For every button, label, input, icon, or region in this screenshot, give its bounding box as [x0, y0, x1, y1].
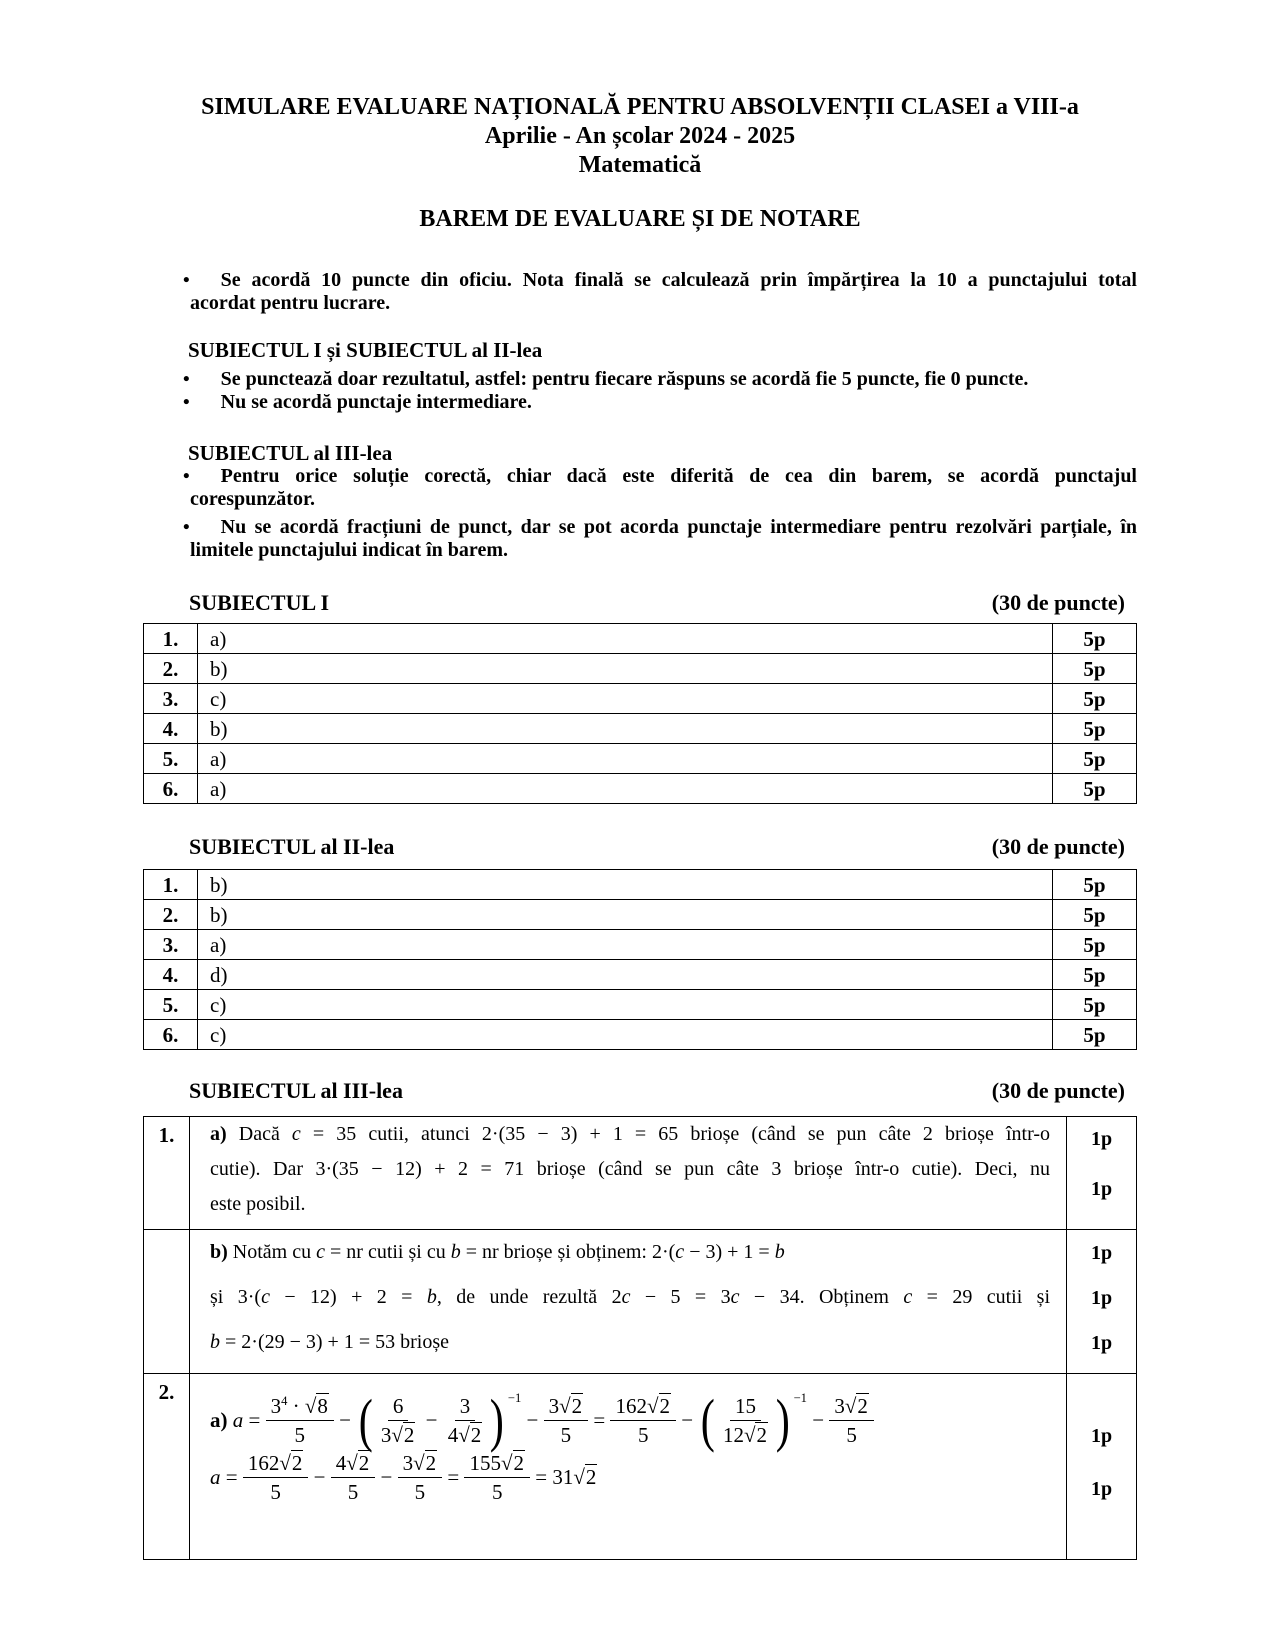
points-value: 1p	[1090, 1287, 1113, 1309]
subiect1-heading-row	[143, 589, 1137, 616]
bullet-icon: •	[183, 517, 190, 538]
section-heading-s3: SUBIECTUL al III-lea	[188, 441, 393, 465]
answer-cell: d)	[198, 960, 1053, 990]
subiect2-points: (30 de puncte)	[991, 834, 1125, 859]
solution-row-1b	[144, 1230, 1137, 1374]
points-value: 1p	[1090, 1178, 1113, 1200]
subiect2-title: SUBIECTUL al II-lea	[189, 834, 395, 859]
solution-row-2	[144, 1374, 1137, 1560]
points-value: 1p	[1090, 1425, 1113, 1447]
rule-text: Se punctează doar rezultatul, astfel: pentru fiecare răspuns se acordă fie 5 puncte, fie 0 puncte.	[220, 368, 1029, 390]
question-number-cell: 2.	[144, 1374, 190, 1560]
barem-title: BAREM DE EVALUARE ȘI DE NOTARE	[419, 206, 861, 232]
question-number-cell: 3.	[144, 684, 198, 714]
rule-bullet-fractiuni	[183, 516, 1137, 562]
points-cell: 5p	[1053, 624, 1137, 654]
question-number-cell: 6.	[144, 1020, 198, 1050]
answer-cell: c)	[198, 684, 1053, 714]
subiect2-heading-row	[143, 833, 1137, 860]
question-number-cell: 4.	[144, 714, 198, 744]
document-header	[143, 93, 1137, 233]
rule-line	[183, 269, 1137, 292]
table-row	[144, 990, 1137, 1020]
question-number-cell: 1.	[144, 1117, 190, 1230]
formula-line: a = $\frac{162√2}{5}$ − $\frac{4√2}{5}$ − $\frac{3√2}{5}$ = $\frac{155√2}{5}$ = 31 √2	[210, 1451, 597, 1505]
solution-line: b) Notăm cu c = nr cutii și cu b = nr brioșe și obținem: 2·(c − 3) + 1 = b	[210, 1241, 785, 1263]
section-heading-s1-s2: SUBIECTUL I și SUBIECTUL al II-lea	[188, 338, 543, 362]
question-number-cell	[144, 1230, 190, 1374]
question-number-cell: 1.	[144, 870, 198, 900]
solution-line: b = 2·(29 − 3) + 1 = 53 brioșe	[210, 1331, 449, 1353]
table-row	[144, 624, 1137, 654]
table-row	[144, 1020, 1137, 1050]
question-number-cell: 3.	[144, 930, 198, 960]
question-number-cell: 2.	[144, 900, 198, 930]
rule-bullet-intermediare	[183, 391, 1137, 414]
rule-bullet-oficiu	[183, 269, 1137, 315]
solution-cell	[190, 1374, 1067, 1560]
rule-line	[183, 465, 1137, 488]
bullet-icon: •	[183, 466, 190, 487]
points-cell: 5p	[1053, 714, 1137, 744]
points-value: 1p	[1090, 1242, 1113, 1264]
answer-cell: c)	[198, 990, 1053, 1020]
solution-line: și 3·(c − 12) + 2 = b, de unde rezultă 2c − 5 = 3c − 34. Obținem c = 29 cutii și	[210, 1286, 1050, 1308]
formula-line: a) a = $\frac{3^4 \cdot √8}{5}$ − ( $\frac{6}{3√2}$ − $\frac{3}{4√2}$ ) $^{-1}$ − $\frac{3√2}{5}$ = $\frac{162√2}{5}$ − ( $\frac{15}{12√2}$ ) $^{-1}$ − $\frac{3√2}{5}$	[210, 1394, 1050, 1447]
rule-bullet-rezultat	[183, 368, 1137, 391]
solution-row-1a	[144, 1117, 1137, 1230]
grading-rules	[143, 269, 1137, 562]
table-row	[144, 960, 1137, 990]
points-cell: 5p	[1053, 774, 1137, 804]
points-cell: 5p	[1053, 1020, 1137, 1050]
table-row	[144, 900, 1137, 930]
points-cell: 5p	[1053, 870, 1137, 900]
rule-line	[183, 368, 1137, 391]
points-value: 1p	[1090, 1478, 1113, 1500]
answer-cell: b)	[198, 654, 1053, 684]
rule-line	[183, 391, 1137, 414]
rule-line: limitele punctajului indicat în barem.	[190, 539, 508, 561]
solution-line: a) Dacă c = 35 cutii, atunci 2·(35 − 3) + 1 = 65 brioșe (când se pun câte 2 brioșe într-o	[210, 1123, 1050, 1145]
rule-text: Nu se acordă fracțiuni de punct, dar se pot acorda punctaje intermediare pentru rezolvări parțiale, în	[220, 516, 1137, 538]
question-number-cell: 5.	[144, 990, 198, 1020]
subiect3-points: (30 de puncte)	[991, 1078, 1125, 1103]
subiect1-answer-table	[143, 623, 1137, 804]
points-cell: 5p	[1053, 744, 1137, 774]
table-row	[144, 930, 1137, 960]
rule-line: corespunzător.	[190, 488, 315, 510]
answer-cell: a)	[198, 774, 1053, 804]
subiect1-title: SUBIECTUL I	[189, 590, 330, 615]
answer-cell: b)	[198, 870, 1053, 900]
subiect2-answer-table	[143, 869, 1137, 1050]
points-cell: 5p	[1053, 684, 1137, 714]
points-value: 1p	[1090, 1332, 1113, 1354]
answer-cell: b)	[198, 900, 1053, 930]
answer-cell: a)	[198, 930, 1053, 960]
table-row	[144, 744, 1137, 774]
answer-cell: c)	[198, 1020, 1053, 1050]
rule-text: Se acordă 10 puncte din oficiu. Nota finală se calculează prin împărțirea la 10 a punctajului total	[220, 269, 1137, 291]
points-cell: 5p	[1053, 900, 1137, 930]
rule-text: Pentru orice soluție corectă, chiar dacă este diferită de cea din barem, se acordă punctajul	[220, 465, 1137, 487]
rule-bullet-solutie	[183, 465, 1137, 511]
subiect3-title: SUBIECTUL al III-lea	[189, 1078, 403, 1103]
exam-subject: Matematică	[578, 152, 702, 178]
answer-cell: b)	[198, 714, 1053, 744]
table-row	[144, 870, 1137, 900]
points-cell: 5p	[1053, 654, 1137, 684]
question-number-cell: 2.	[144, 654, 198, 684]
solution-cell	[190, 1117, 1067, 1230]
exam-title: SIMULARE EVALUARE NAȚIONALĂ PENTRU ABSOLVENȚII CLASEI a VIII-a	[201, 94, 1079, 120]
table-row	[144, 714, 1137, 744]
answer-cell: a)	[198, 744, 1053, 774]
bullet-icon: •	[183, 270, 190, 291]
points-cell: 5p	[1053, 930, 1137, 960]
points-cell: 5p	[1053, 960, 1137, 990]
points-value: 1p	[1090, 1128, 1113, 1150]
table-row	[144, 654, 1137, 684]
subiect3-heading-row	[143, 1077, 1137, 1104]
points-cell	[1067, 1374, 1137, 1560]
question-number-cell: 4.	[144, 960, 198, 990]
solution-line: este posibil.	[210, 1193, 306, 1215]
answer-cell: a)	[198, 624, 1053, 654]
bullet-icon: •	[183, 369, 190, 390]
subiect1-points: (30 de puncte)	[991, 590, 1125, 615]
rule-text: Nu se acordă punctaje intermediare.	[220, 391, 532, 413]
solution-cell	[190, 1230, 1067, 1374]
table-row	[144, 684, 1137, 714]
rule-line: acordat pentru lucrare.	[190, 292, 391, 314]
solution-line: cutie). Dar 3·(35 − 12) + 2 = 71 brioșe (când se pun câte 3 brioșe într-o cutie). Deci, nu	[210, 1158, 1050, 1180]
question-number-cell: 1.	[144, 624, 198, 654]
subiect3-solutions-table	[143, 1116, 1137, 1560]
table-row	[144, 774, 1137, 804]
rule-line	[183, 516, 1137, 539]
question-number-cell: 5.	[144, 744, 198, 774]
bullet-icon: •	[183, 392, 190, 413]
question-number-cell: 6.	[144, 774, 198, 804]
points-cell: 5p	[1053, 990, 1137, 1020]
exam-session: Aprilie - An școlar 2024 - 2025	[484, 123, 796, 149]
points-cell	[1067, 1230, 1137, 1374]
points-cell	[1067, 1117, 1137, 1230]
